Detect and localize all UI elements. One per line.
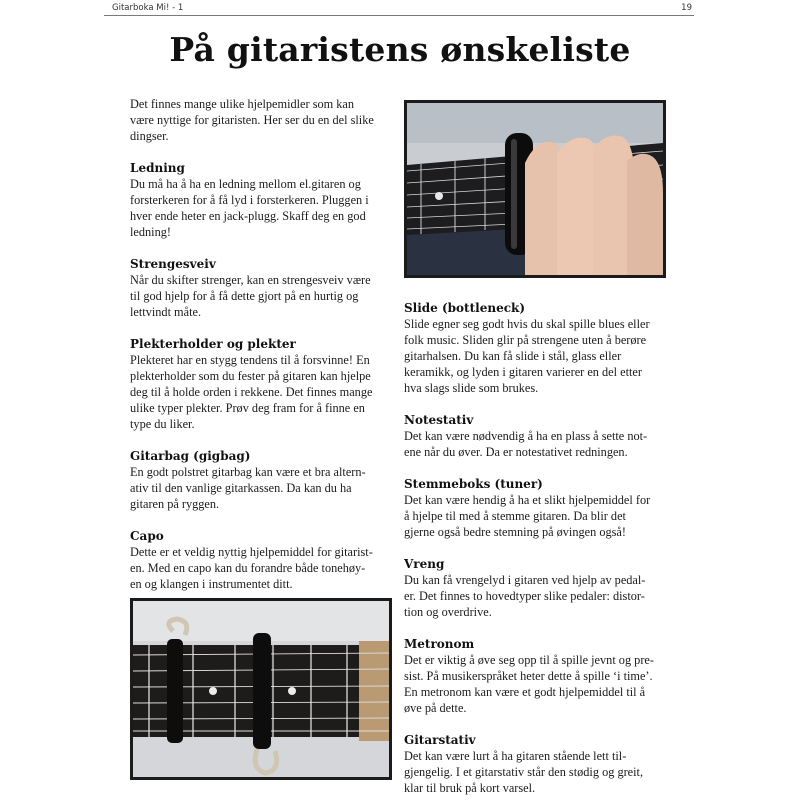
capo-photo-image <box>133 601 389 777</box>
body-line: Plekteret har en stygg tendens til å forsvinne! En <box>130 353 370 367</box>
section <box>130 528 392 592</box>
body-line: Du må ha å ha en ledning mellom el.gitaren og <box>130 177 361 191</box>
section-body <box>130 352 392 432</box>
body-line: er. Det finnes to hovedtyper slike pedaler: distor- <box>404 589 645 603</box>
section <box>404 732 666 796</box>
section-heading: Slide (bottleneck) <box>404 301 525 315</box>
section-body <box>130 464 392 512</box>
body-line: deg til å holde orden i rekkene. Det finnes mange <box>130 385 373 399</box>
section-body <box>404 652 666 716</box>
body-line: En godt polstret gitarbag kan være et bra altern- <box>130 465 366 479</box>
body-line: folk music. Sliden glir på strengene uten å berøre <box>404 333 647 347</box>
section-body <box>130 544 392 592</box>
body-line: øve på dette. <box>404 701 467 715</box>
section-heading: Plekterholder og plekter <box>130 337 296 351</box>
body-line: keramikk, og lyden i gitaren varierer en del etter <box>404 365 642 379</box>
section <box>404 412 666 460</box>
section-heading: Capo <box>130 529 164 543</box>
left-column <box>130 96 392 608</box>
body-line: lettvindt måte. <box>130 305 202 319</box>
section <box>404 636 666 716</box>
section-body <box>130 176 392 240</box>
body-line: Det er viktig å øve seg opp til å spille jevnt og pre- <box>404 653 654 667</box>
section-heading: Gitarstativ <box>404 733 476 747</box>
right-column <box>404 300 666 800</box>
section <box>404 300 666 396</box>
section-body <box>130 272 392 320</box>
body-line: Det kan være hendig å ha et slikt hjelpemiddel for <box>404 493 651 507</box>
body-line: Det kan være lurt å ha gitaren stående lett til- <box>404 749 627 763</box>
body-line: gitarhalsen. Du kan få slide i stål, glass eller <box>404 349 622 363</box>
page-number: 19 <box>681 3 692 13</box>
body-line: til god hjelp for å få dette gjort på en hurtig og <box>130 289 359 303</box>
running-header <box>104 0 694 16</box>
body-line: ene når du øver. Da er notestativet redningen. <box>404 445 628 459</box>
slide-photo <box>404 100 666 278</box>
section-body <box>404 316 666 396</box>
body-line: tion og overdrive. <box>404 605 492 619</box>
body-line: gitaren på ryggen. <box>130 497 220 511</box>
intro-paragraph <box>130 96 392 144</box>
body-line: En metronom kan være et godt hjelpemiddel til å <box>404 685 646 699</box>
body-line: gjengelig. I et gitarstativ står den stødig og greit, <box>404 765 644 779</box>
intro-line: Det finnes mange ulike hjelpemidler som kan <box>130 97 355 111</box>
body-line: ledning! <box>130 225 171 239</box>
body-line: Slide egner seg godt hvis du skal spille blues eller <box>404 317 650 331</box>
body-line: forsterkeren for å få lyd i forsterkeren. Pluggen i <box>130 193 369 207</box>
body-line: å hjelpe til med å stemme gitaren. Da blir det <box>404 509 626 523</box>
section-body <box>404 572 666 620</box>
section <box>130 448 392 512</box>
body-line: klar til bruk på kort varsel. <box>404 781 536 795</box>
book-title: Gitarboka Mi! - 1 <box>112 3 184 13</box>
section <box>130 256 392 320</box>
section-heading: Stemmeboks (tuner) <box>404 477 543 491</box>
section-body <box>404 428 666 460</box>
body-line: Det kan være nødvendig å ha en plass å sette not- <box>404 429 648 443</box>
section-heading: Metronom <box>404 637 475 651</box>
body-line: sist. På musikerspråket heter dette å spille ‘i time’. <box>404 669 653 683</box>
body-line: Når du skifter strenger, kan en strengesveiv være <box>130 273 371 287</box>
section <box>130 160 392 240</box>
body-line: ulike typer plekter. Prøv deg fram for å finne en <box>130 401 365 415</box>
section <box>404 476 666 540</box>
body-line: ativ til den vanlige gitarkassen. Da kan du ha <box>130 481 352 495</box>
right-sections <box>404 300 666 796</box>
slide-photo-image <box>407 103 663 275</box>
body-line: en og klangen i instrumentet ditt. <box>130 577 293 591</box>
section-heading: Gitarbag (gigbag) <box>130 449 251 463</box>
section <box>130 336 392 432</box>
body-line: gjerne også bedre stemning på øvingen også! <box>404 525 626 539</box>
intro-line: dingser. <box>130 129 169 143</box>
section-heading: Notestativ <box>404 413 474 427</box>
section-body <box>404 748 666 796</box>
section-heading: Vreng <box>404 557 445 571</box>
body-line: type du liker. <box>130 417 195 431</box>
section-body <box>404 492 666 540</box>
section-heading: Ledning <box>130 161 185 175</box>
body-line: Du kan få vrengelyd i gitaren ved hjelp av pedal- <box>404 573 646 587</box>
intro-line: være nyttige for gitaristen. Her ser du en del slike <box>130 113 374 127</box>
section <box>404 556 666 620</box>
page-title: På gitaristens ønskeliste <box>169 30 631 69</box>
body-line: hver ende heter en jack-plugg. Skaff deg en god <box>130 209 366 223</box>
left-sections <box>130 160 392 592</box>
body-line: hva slags slide som brukes. <box>404 381 539 395</box>
body-line: en. Med en capo kan du forandre både tonehøy- <box>130 561 366 575</box>
section-heading: Strengesveiv <box>130 257 216 271</box>
capo-photo <box>130 598 392 780</box>
body-line: Dette er et veldig nyttig hjelpemiddel for gitarist- <box>130 545 373 559</box>
body-line: plekterholder som du fester på gitaren kan hjelpe <box>130 369 371 383</box>
